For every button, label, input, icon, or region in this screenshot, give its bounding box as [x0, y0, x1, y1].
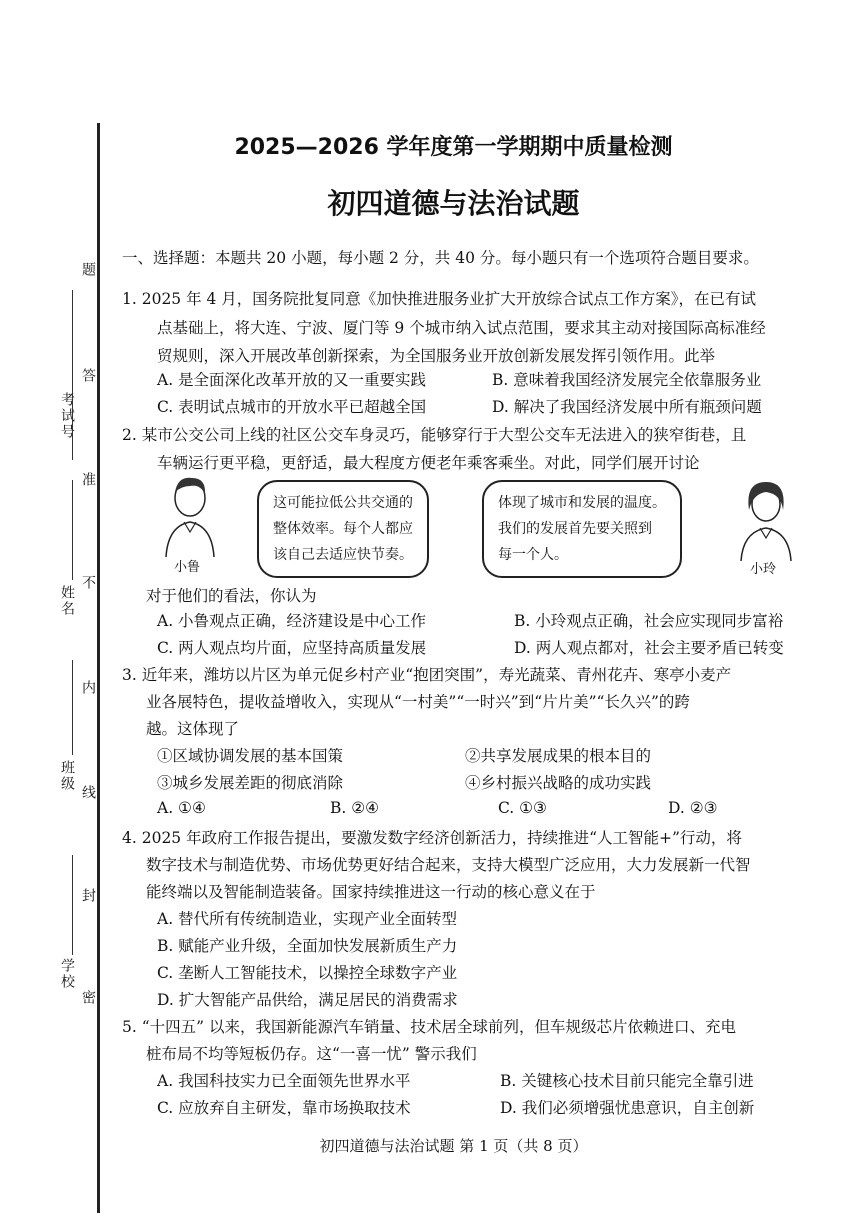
option-b: B. 小玲观点正确，社会应实现同步富裕 — [514, 612, 784, 630]
field-blank — [72, 290, 74, 460]
speech-bubble-right — [482, 480, 682, 578]
option-b: B. 关键核心技术目前只能完全靠引进 — [500, 1072, 754, 1090]
question-2-line: 车辆运行更平稳，更舒适，最大程度方便老年乘客乘坐。对此，同学们展开讨论 — [157, 454, 700, 472]
exam-subtitle: 初四道德与法治试题 — [327, 187, 580, 220]
field-label-name: 姓名 — [59, 585, 75, 617]
bubble-line: 这可能拉低公共交通的 — [273, 495, 413, 511]
option-c: C. 垄断人工智能技术，以操控全球数字产业 — [157, 964, 458, 982]
page-footer: 初四道德与法治试题 第 1 页（共 8 页） — [319, 1137, 588, 1155]
question-3-line: 越。这体现了 — [146, 720, 240, 738]
option-a: A. ①④ — [157, 799, 206, 817]
option-b: B. ②④ — [330, 799, 380, 817]
question-3-line: 业各展特色，提收益增收入，实现从“一村美”“一时兴”到“片片美”“长久兴”的跨 — [146, 693, 690, 711]
exam-title: 2025—2026 学年度第一学期期中质量检测 — [234, 135, 673, 160]
seal-char: 线 — [80, 785, 96, 801]
question-2-stem: 对于他们的看法，你认为 — [146, 587, 317, 605]
seal-char: 内 — [80, 680, 96, 696]
question-4-line: 4. 2025 年政府工作报告提出，要激发数字经济创新活力，持续推进“人工智能+”行动，将 — [122, 829, 742, 847]
option-d: D. ②③ — [668, 799, 718, 817]
bubble-line: 整体效率。每个人都应 — [273, 521, 413, 537]
field-label-class: 班级 — [59, 760, 75, 792]
statement: ②共享发展成果的根本目的 — [465, 747, 652, 765]
binding-line — [97, 123, 100, 1213]
option-c: C. 两人观点均片面，应坚持高质量发展 — [157, 639, 427, 657]
question-5-line: 桩布局不均等短板仍存。这“一喜一忧” 警示我们 — [146, 1045, 477, 1063]
field-blank — [72, 660, 74, 755]
field-label-school: 学校 — [59, 958, 75, 990]
seal-char: 答 — [80, 368, 96, 384]
option-a: A. 小鲁观点正确，经济建设是中心工作 — [157, 612, 427, 630]
question-4-line: 能终端以及智能制造装备。国家持续推进这一行动的核心意义在于 — [146, 883, 596, 901]
speech-bubble-left — [257, 480, 429, 578]
girl-figure — [735, 476, 797, 561]
seal-char: 题 — [80, 262, 96, 278]
bubble-line: 每一个人。 — [498, 547, 568, 563]
option-d: D. 扩大智能产品供给，满足居民的消费需求 — [157, 991, 458, 1009]
boy-name: 小鲁 — [174, 560, 201, 575]
question-5-line: 5. “十四五” 以来，我国新能源汽车销量、技术居全球前列，但车规级芯片依赖进口、充电 — [122, 1018, 736, 1036]
option-a: A. 替代所有传统制造业，实现产业全面转型 — [157, 910, 458, 928]
statement: ①区域协调发展的基本国策 — [157, 747, 344, 765]
question-1-line: 贸规则，深入开展改革创新探索，为全国服务业开放创新发展发挥引领作用。此举 — [157, 347, 716, 365]
seal-char: 不 — [80, 575, 96, 591]
seal-char: 密 — [80, 990, 96, 1006]
girl-name: 小玲 — [750, 562, 777, 577]
boy-figure — [160, 472, 220, 557]
bubble-line: 该自己去适应快节奏。 — [273, 547, 413, 563]
option-a: A. 是全面深化改革开放的又一重要实践 — [157, 371, 427, 389]
question-4-line: 数字技术与制造优势、市场优势更好结合起来，支持大模型广泛应用，大力发展新一代智 — [146, 856, 751, 874]
bubble-line: 体现了城市和发展的温度。 — [498, 495, 666, 511]
option-b: B. 赋能产业升级，全面加快发展新质生产力 — [157, 937, 458, 955]
section-heading: 一、选择题：本题共 20 小题，每小题 2 分，共 40 分。每小题只有一个选项符合题目要求。 — [122, 249, 759, 267]
option-c: C. ①③ — [498, 799, 547, 817]
bubble-line: 我们的发展首先要关照到 — [498, 521, 652, 537]
question-3-line: 3. 近年来，潍坊以片区为单元促乡村产业“抱团突围”，寿光蔬菜、青州花卉、寒亭小麦产 — [122, 666, 732, 684]
question-1-line: 1. 2025 年 4 月，国务院批复同意《加快推进服务业扩大开放综合试点工作方案》，在已有试 — [122, 290, 757, 308]
seal-char: 封 — [80, 888, 96, 904]
question-1-line: 点基础上，将大连、宁波、厦门等 9 个城市纳入试点范围，要求其主动对接国际高标准经 — [157, 319, 766, 337]
field-blank — [72, 480, 74, 580]
option-d: D. 我们必须增强忧患意识，自主创新 — [500, 1099, 755, 1117]
question-2-line: 2. 某市公交公司上线的社区公交车身灵巧，能够穿行于大型公交车无法进入的狭窄街巷，且 — [122, 426, 747, 444]
option-d: D. 解决了我国经济发展中所有瓶颈问题 — [492, 398, 762, 416]
statement: ④乡村振兴战略的成功实践 — [465, 774, 652, 792]
statement: ③城乡发展差距的彻底消除 — [157, 774, 344, 792]
option-c: C. 应放弃自主研发，靠市场换取技术 — [157, 1099, 411, 1117]
option-c: C. 表明试点城市的开放水平已超越全国 — [157, 398, 427, 416]
field-label-exam-number: 考试号 — [59, 392, 75, 440]
option-d: D. 两人观点都对，社会主要矛盾已转变 — [514, 639, 784, 657]
option-a: A. 我国科技实力已全面领先世界水平 — [157, 1072, 411, 1090]
option-b: B. 意味着我国经济发展完全依靠服务业 — [492, 371, 762, 389]
seal-char: 准 — [80, 472, 96, 488]
field-blank — [72, 855, 74, 955]
